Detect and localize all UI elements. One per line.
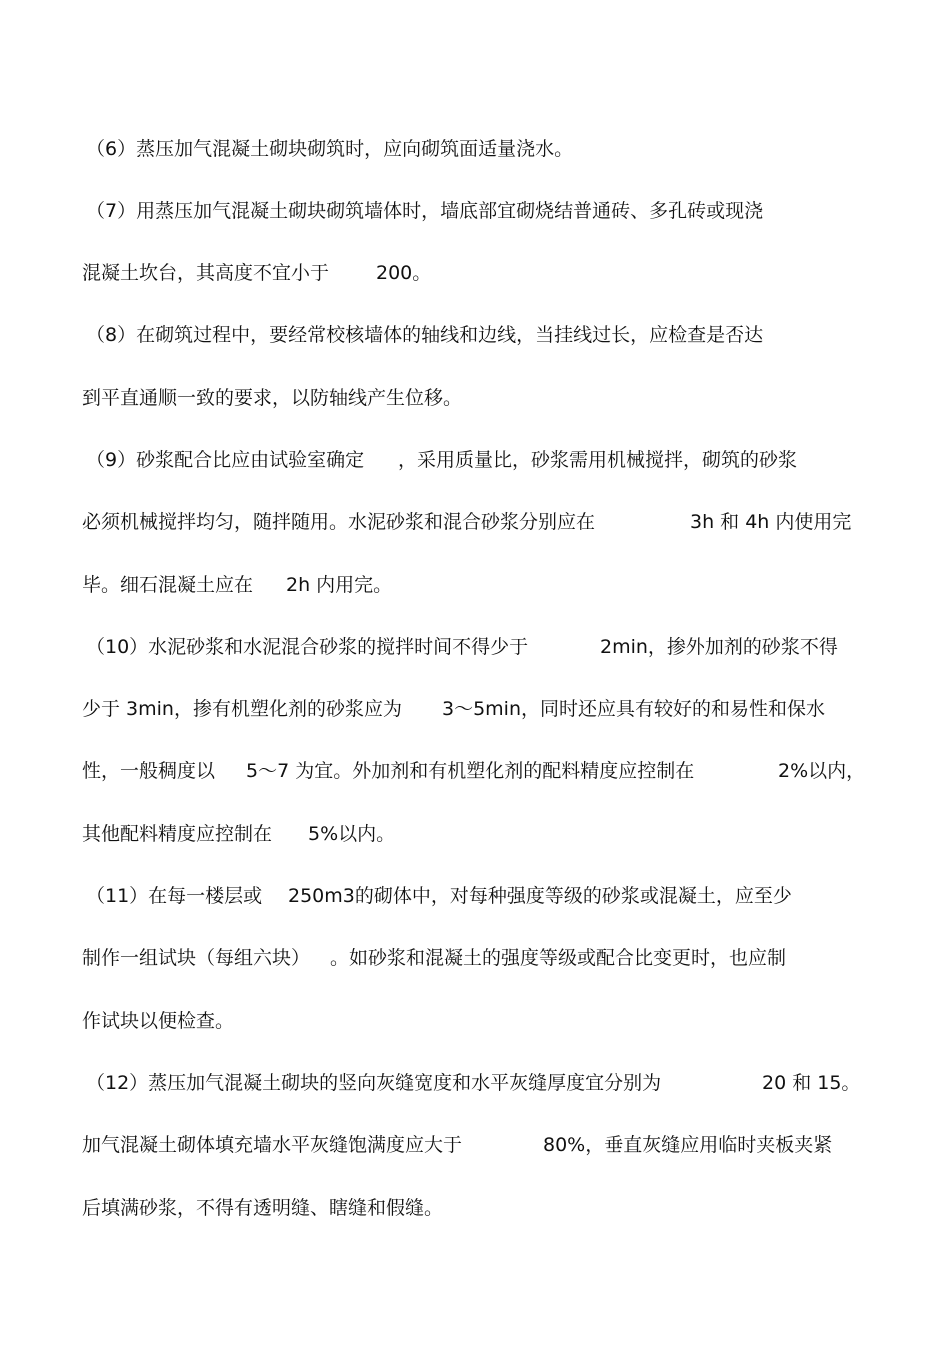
text-segment: 毕。细石混凝土应在 <box>82 574 254 596</box>
text-segment: 2h 内用完。 <box>286 574 393 596</box>
text-segment: 200。 <box>376 262 432 284</box>
text-segment: （11）在每一楼层或 <box>86 885 263 907</box>
text-segment: 20 和 15。 <box>762 1072 861 1094</box>
text-segment: （7）用蒸压加气混凝土砌块砌筑墙体时，墙底部宜砌烧结普通砖、多孔砖或现浇 <box>86 200 764 222</box>
text-segment: 250m3的砌体中，对每种强度等级的砂浆或混凝土，应至少 <box>288 885 792 907</box>
text-segment: 性，一般稠度以 <box>82 760 216 782</box>
text-segment: 其他配料精度应控制在 <box>82 823 273 845</box>
text-segment: 加气混凝土砌体填充墙水平灰缝饱满度应大于 <box>82 1134 463 1156</box>
text-segment: 5～7 为宜。外加剂和有机塑化剂的配料精度应控制在 <box>246 760 695 782</box>
text-segment: ，采用质量比，砂浆需用机械搅拌，砌筑的砂浆 <box>398 449 798 471</box>
text-segment: （9）砂浆配合比应由试验室确定 <box>86 449 365 471</box>
text-segment: 80%，垂直灰缝应用临时夹板夹紧 <box>543 1134 833 1156</box>
text-segment: 2%以内， <box>778 760 866 782</box>
text-segment: 。如砂浆和混凝土的强度等级或配合比变更时，也应制 <box>330 947 787 969</box>
text-segment: 3h 和 4h 内使用完 <box>690 511 852 533</box>
text-segment: 2min，掺外加剂的砂浆不得 <box>600 636 838 658</box>
text-segment: （10）水泥砂浆和水泥混合砂浆的搅拌时间不得少于 <box>86 636 529 658</box>
text-segment: 制作一组试块（每组六块） <box>82 947 311 969</box>
text-segment: （8）在砌筑过程中，要经常校核墙体的轴线和边线，当挂线过长，应检查是否达 <box>86 324 764 346</box>
text-segment: 后填满砂浆，不得有透明缝、瞎缝和假缝。 <box>82 1197 444 1219</box>
text-segment: （6）蒸压加气混凝土砌块砌筑时，应向砌筑面适量浇水。 <box>86 138 574 160</box>
text-segment: 到平直通顺一致的要求，以防轴线产生位移。 <box>82 387 463 409</box>
text-segment: 少于 3min，掺有机塑化剂的砂浆应为 <box>82 698 402 720</box>
text-segment: 5%以内。 <box>308 823 396 845</box>
text-segment: 必须机械搅拌均匀，随拌随用。水泥砂浆和混合砂浆分别应在 <box>82 511 596 533</box>
text-segment: （12）蒸压加气混凝土砌块的竖向灰缝宽度和水平灰缝厚度宜分别为 <box>86 1072 662 1094</box>
text-segment: 混凝土坎台，其高度不宜小于 <box>82 262 330 284</box>
text-segment: 3～5min，同时还应具有较好的和易性和保水 <box>442 698 826 720</box>
text-segment: 作试块以便检查。 <box>82 1010 235 1032</box>
